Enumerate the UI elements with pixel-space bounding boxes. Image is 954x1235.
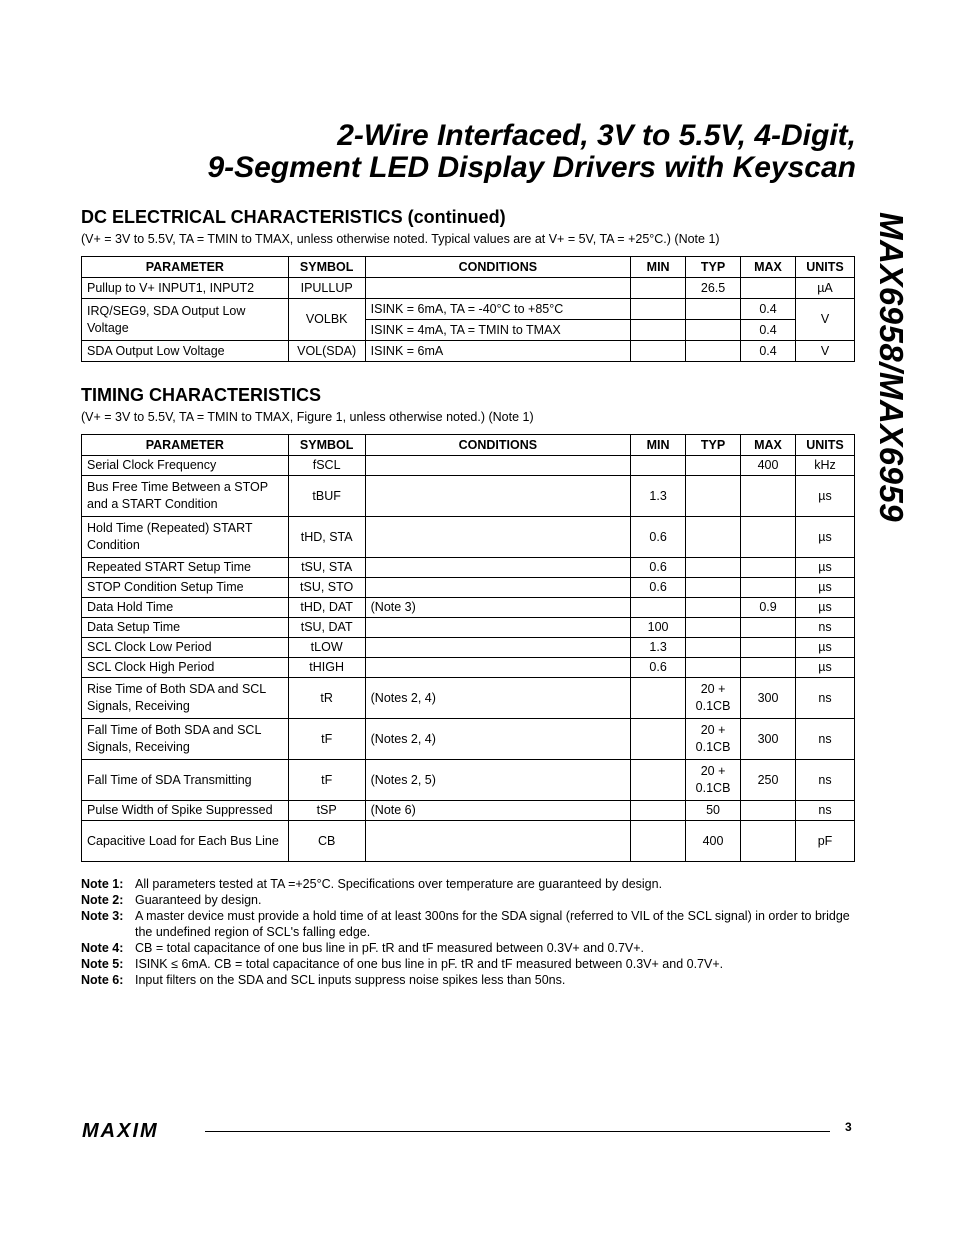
note-text: Input filters on the SDA and SCL inputs suppress noise spikes less than 50ns. — [135, 973, 566, 987]
param-cell: Bus Free Time Between a STOP and a START Condition — [82, 476, 289, 517]
note-item — [81, 908, 856, 940]
typ-cell — [686, 299, 741, 320]
param-cell: Hold Time (Repeated) START Condition — [82, 517, 289, 558]
units-cell: kHz — [795, 456, 854, 476]
typ-cell: 50 — [686, 801, 741, 821]
param-cell: SCL Clock High Period — [82, 658, 289, 678]
table-row — [82, 558, 855, 578]
conditions-cell: (Notes 2, 4) — [365, 678, 631, 719]
max-cell: 300 — [741, 719, 796, 760]
note-text: Guaranteed by design. — [135, 893, 262, 907]
min-cell — [631, 341, 686, 362]
conditions-cell — [365, 558, 631, 578]
typ-cell — [686, 638, 741, 658]
table-row — [82, 638, 855, 658]
dc-conditions: (V+ = 3V to 5.5V, TA = TMIN to TMAX, unless otherwise noted. Typical values are at V+ = 5V, TA = +25°C.) (Note 1) — [81, 232, 720, 246]
typ-cell: 26.5 — [686, 278, 741, 299]
min-cell — [631, 821, 686, 862]
symbol-cell: VOL(SDA) — [288, 341, 365, 362]
units-cell: µs — [795, 638, 854, 658]
notes-section — [81, 876, 856, 988]
units-cell: ns — [795, 760, 854, 801]
max-cell: 0.4 — [741, 320, 796, 341]
param-cell: IRQ/SEG9, SDA Output Low Voltage — [82, 299, 289, 341]
conditions-cell — [365, 517, 631, 558]
min-cell — [631, 278, 686, 299]
timing-heading: TIMING CHARACTERISTICS — [81, 385, 321, 405]
min-cell — [631, 320, 686, 341]
units-cell: V — [795, 299, 854, 341]
min-cell — [631, 678, 686, 719]
note-label: Note 3: — [81, 909, 124, 923]
typ-cell — [686, 320, 741, 341]
typ-cell — [686, 517, 741, 558]
typ-cell — [686, 658, 741, 678]
note-text: A master device must provide a hold time of at least 300ns for the SDA signal (referred to VIL of the SCL signal) in order to bridge the undefined region of SCL's falling edge. — [135, 909, 850, 939]
min-cell — [631, 456, 686, 476]
units-cell: ns — [795, 618, 854, 638]
conditions-cell — [365, 456, 631, 476]
units-cell: V — [795, 341, 854, 362]
typ-cell — [686, 598, 741, 618]
param-cell: Data Setup Time — [82, 618, 289, 638]
min-cell: 1.3 — [631, 476, 686, 517]
table-row — [82, 299, 855, 320]
col-header: CONDITIONS — [365, 435, 631, 456]
min-cell: 100 — [631, 618, 686, 638]
col-header: PARAMETER — [82, 435, 289, 456]
col-header: SYMBOL — [288, 435, 365, 456]
max-cell — [741, 558, 796, 578]
units-cell: µs — [795, 558, 854, 578]
typ-cell — [686, 341, 741, 362]
symbol-cell: tF — [288, 719, 365, 760]
param-cell: SDA Output Low Voltage — [82, 341, 289, 362]
conditions-cell — [365, 618, 631, 638]
symbol-cell: tSP — [288, 801, 365, 821]
symbol-cell: tHD, STA — [288, 517, 365, 558]
param-cell: Pulse Width of Spike Suppressed — [82, 801, 289, 821]
typ-cell — [686, 456, 741, 476]
table-header-row — [82, 257, 855, 278]
note-text: ISINK ≤ 6mA. CB = total capacitance of one bus line in pF. tR and tF measured between 0.3V+ and 0.7V+. — [135, 957, 724, 971]
note-label: Note 4: — [81, 941, 124, 955]
conditions-cell: (Note 3) — [365, 598, 631, 618]
units-cell: µs — [795, 578, 854, 598]
units-cell: ns — [795, 678, 854, 719]
conditions-cell — [365, 578, 631, 598]
param-cell: STOP Condition Setup Time — [82, 578, 289, 598]
table-row — [82, 517, 855, 558]
units-cell: µs — [795, 598, 854, 618]
param-cell: Serial Clock Frequency — [82, 456, 289, 476]
col-header: MAX — [741, 435, 796, 456]
maxim-logo: MAXIM — [82, 1120, 159, 1142]
conditions-cell: ISINK = 6mA — [365, 341, 631, 362]
timing-characteristics-table — [81, 434, 855, 862]
note-item — [81, 876, 856, 892]
typ-cell: 20 + 0.1CB — [686, 678, 741, 719]
col-header: SYMBOL — [288, 257, 365, 278]
conditions-cell — [365, 476, 631, 517]
param-cell: Data Hold Time — [82, 598, 289, 618]
param-cell: Repeated START Setup Time — [82, 558, 289, 578]
max-cell: 250 — [741, 760, 796, 801]
table-row — [82, 476, 855, 517]
typ-cell — [686, 618, 741, 638]
max-cell — [741, 517, 796, 558]
conditions-cell: (Notes 2, 4) — [365, 719, 631, 760]
note-text: CB = total capacitance of one bus line in pF. tR and tF measured between 0.3V+ and 0.7V+. — [135, 941, 645, 955]
param-cell: Rise Time of Both SDA and SCL Signals, Receiving — [82, 678, 289, 719]
table-row — [82, 456, 855, 476]
max-cell: 300 — [741, 678, 796, 719]
symbol-cell: tSU, STA — [288, 558, 365, 578]
conditions-cell: ISINK = 4mA, TA = TMIN to TMAX — [365, 320, 631, 341]
col-header: MIN — [631, 257, 686, 278]
table-row — [82, 618, 855, 638]
timing-conditions: (V+ = 3V to 5.5V, TA = TMIN to TMAX, Figure 1, unless otherwise noted.) (Note 1) — [81, 410, 534, 424]
min-cell — [631, 760, 686, 801]
conditions-cell: ISINK = 6mA, TA = -40°C to +85°C — [365, 299, 631, 320]
note-label: Note 5: — [81, 957, 124, 971]
symbol-cell: fSCL — [288, 456, 365, 476]
table-row — [82, 719, 855, 760]
symbol-cell: tSU, DAT — [288, 618, 365, 638]
symbol-cell: tHIGH — [288, 658, 365, 678]
min-cell: 0.6 — [631, 517, 686, 558]
side-part-label: MAX6958/MAX6959 — [873, 212, 910, 523]
table-row — [82, 760, 855, 801]
note-label: Note 1: — [81, 877, 124, 891]
param-cell: SCL Clock Low Period — [82, 638, 289, 658]
max-cell — [741, 278, 796, 299]
conditions-cell: (Notes 2, 5) — [365, 760, 631, 801]
symbol-cell: tHD, DAT — [288, 598, 365, 618]
max-cell — [741, 821, 796, 862]
conditions-cell: (Note 6) — [365, 801, 631, 821]
table-row — [82, 801, 855, 821]
table-row — [82, 678, 855, 719]
max-cell — [741, 618, 796, 638]
min-cell: 0.6 — [631, 658, 686, 678]
conditions-cell — [365, 278, 631, 299]
max-cell — [741, 801, 796, 821]
note-item — [81, 892, 856, 908]
col-header: CONDITIONS — [365, 257, 631, 278]
table-row — [82, 821, 855, 862]
max-cell: 0.9 — [741, 598, 796, 618]
note-item — [81, 940, 856, 956]
param-cell: Pullup to V+ INPUT1, INPUT2 — [82, 278, 289, 299]
conditions-cell — [365, 821, 631, 862]
table-row — [82, 598, 855, 618]
units-cell: µA — [795, 278, 854, 299]
min-cell: 1.3 — [631, 638, 686, 658]
param-cell: Capacitive Load for Each Bus Line — [82, 821, 289, 862]
col-header: TYP — [686, 435, 741, 456]
title-line-2: 9-Segment LED Display Drivers with Keyscan — [207, 151, 856, 184]
symbol-cell: IPULLUP — [288, 278, 365, 299]
units-cell: µs — [795, 517, 854, 558]
max-cell — [741, 638, 796, 658]
max-cell: 0.4 — [741, 299, 796, 320]
param-cell: Fall Time of Both SDA and SCL Signals, Receiving — [82, 719, 289, 760]
typ-cell: 20 + 0.1CB — [686, 760, 741, 801]
col-header: UNITS — [795, 435, 854, 456]
title-line-1: 2-Wire Interfaced, 3V to 5.5V, 4-Digit, — [337, 119, 856, 152]
symbol-cell: tLOW — [288, 638, 365, 658]
symbol-cell: VOLBK — [288, 299, 365, 341]
table-row — [82, 658, 855, 678]
min-cell — [631, 719, 686, 760]
dc-heading: DC ELECTRICAL CHARACTERISTICS (continued) — [81, 207, 506, 227]
units-cell: µs — [795, 658, 854, 678]
symbol-cell: tSU, STO — [288, 578, 365, 598]
note-item — [81, 972, 856, 988]
col-header: PARAMETER — [82, 257, 289, 278]
units-cell: pF — [795, 821, 854, 862]
dc-characteristics-table — [81, 256, 855, 362]
footer-divider — [205, 1131, 830, 1132]
typ-cell: 400 — [686, 821, 741, 862]
note-item — [81, 956, 856, 972]
max-cell — [741, 476, 796, 517]
units-cell: µs — [795, 476, 854, 517]
note-text: All parameters tested at TA =+25°C. Specifications over temperature are guaranteed by design. — [135, 877, 663, 891]
note-label: Note 6: — [81, 973, 124, 987]
symbol-cell: tF — [288, 760, 365, 801]
min-cell — [631, 801, 686, 821]
min-cell — [631, 299, 686, 320]
typ-cell — [686, 558, 741, 578]
min-cell: 0.6 — [631, 558, 686, 578]
units-cell: ns — [795, 719, 854, 760]
units-cell: ns — [795, 801, 854, 821]
note-label: Note 2: — [81, 893, 124, 907]
max-cell: 0.4 — [741, 341, 796, 362]
min-cell: 0.6 — [631, 578, 686, 598]
max-cell — [741, 578, 796, 598]
document-title — [0, 120, 856, 184]
symbol-cell: tBUF — [288, 476, 365, 517]
typ-cell: 20 + 0.1CB — [686, 719, 741, 760]
max-cell: 400 — [741, 456, 796, 476]
page-number: 3 — [845, 1120, 852, 1134]
col-header: MAX — [741, 257, 796, 278]
max-cell — [741, 658, 796, 678]
min-cell — [631, 598, 686, 618]
typ-cell — [686, 578, 741, 598]
side-part-number — [870, 212, 914, 532]
table-header-row — [82, 435, 855, 456]
table-row — [82, 578, 855, 598]
col-header: MIN — [631, 435, 686, 456]
table-row — [82, 278, 855, 299]
col-header: TYP — [686, 257, 741, 278]
symbol-cell: tR — [288, 678, 365, 719]
table-row — [82, 341, 855, 362]
conditions-cell — [365, 658, 631, 678]
param-cell: Fall Time of SDA Transmitting — [82, 760, 289, 801]
conditions-cell — [365, 638, 631, 658]
typ-cell — [686, 476, 741, 517]
symbol-cell: CB — [288, 821, 365, 862]
col-header: UNITS — [795, 257, 854, 278]
